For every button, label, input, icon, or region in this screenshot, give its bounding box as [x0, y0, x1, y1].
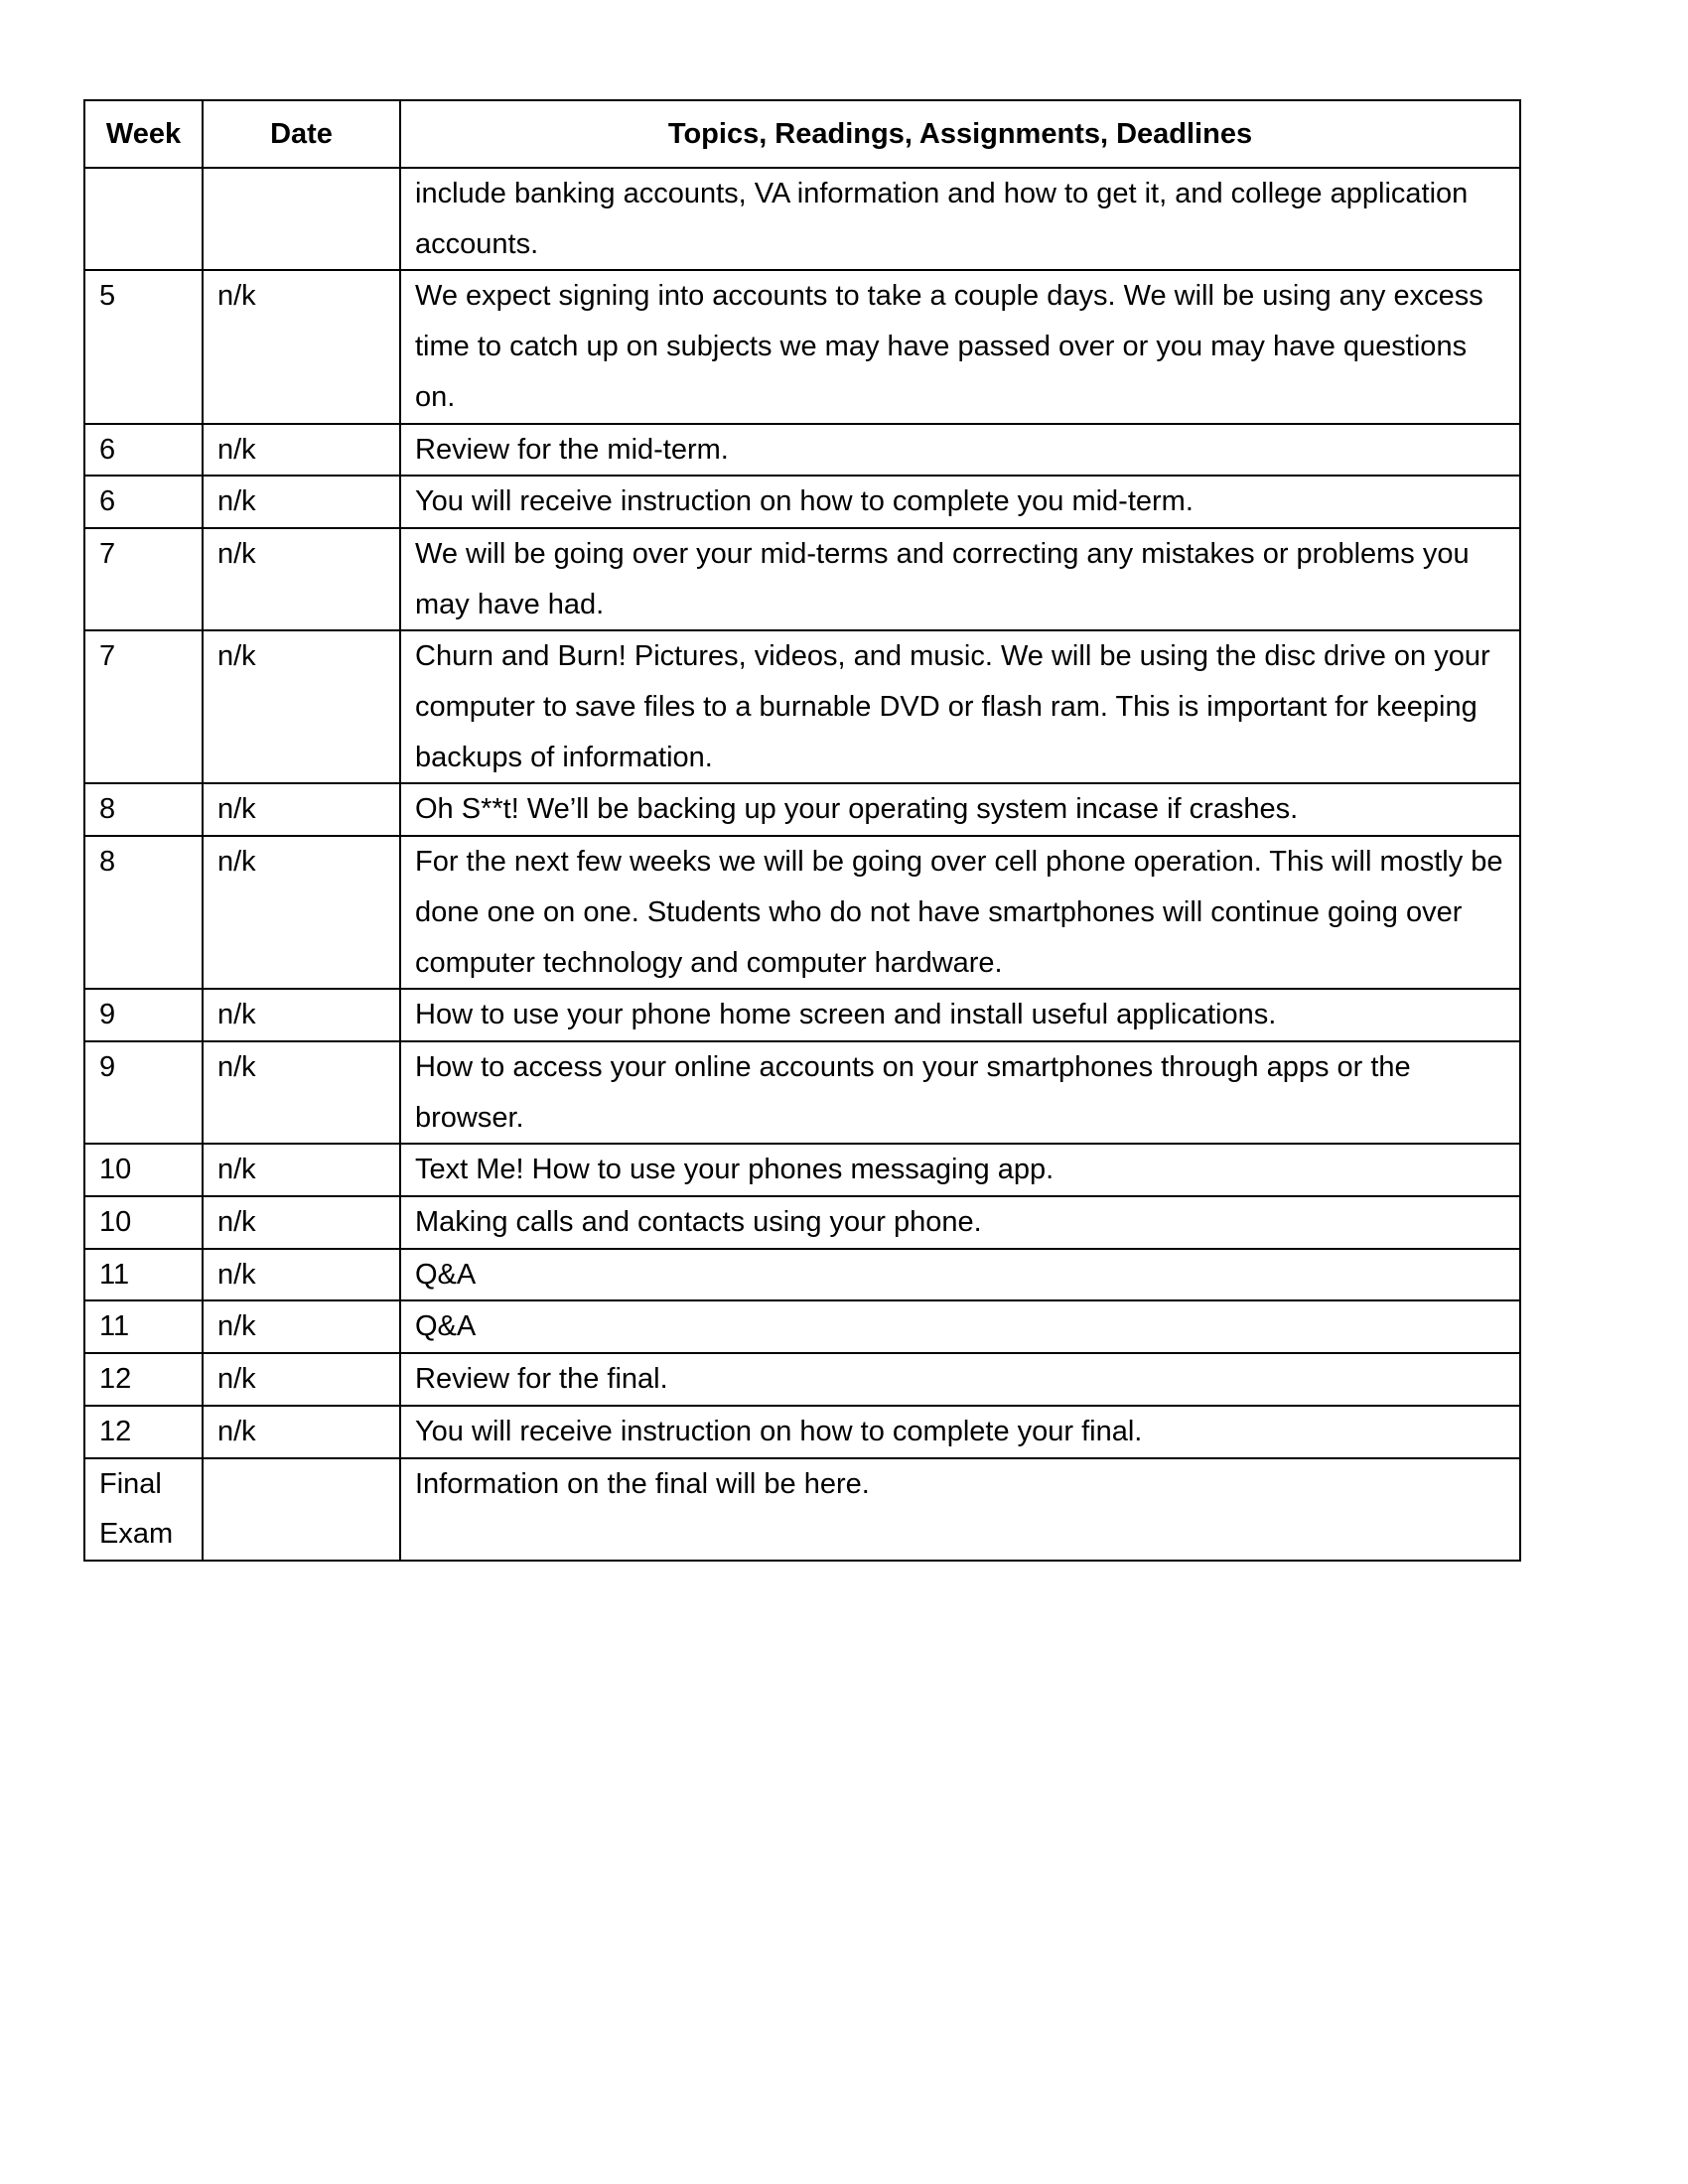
table-row: [84, 989, 1520, 1041]
topic-cell: Text Me! How to use your phones messaging app.: [400, 1144, 1520, 1196]
week-cell: 11: [84, 1249, 203, 1301]
topic-cell: You will receive instruction on how to complete your final.: [400, 1406, 1520, 1458]
date-cell: n/k: [203, 989, 400, 1041]
week-cell: 12: [84, 1353, 203, 1406]
week-cell: 7: [84, 630, 203, 783]
topic-cell: How to use your phone home screen and install useful applications.: [400, 989, 1520, 1041]
date-cell: n/k: [203, 1353, 400, 1406]
table-row: [84, 1249, 1520, 1301]
schedule-table: [83, 99, 1521, 1562]
week-cell: 10: [84, 1144, 203, 1196]
week-cell: 9: [84, 989, 203, 1041]
week-cell: 8: [84, 836, 203, 989]
date-cell: n/k: [203, 1041, 400, 1144]
topic-cell: Q&A: [400, 1300, 1520, 1353]
topic-cell: Information on the final will be here.: [400, 1458, 1520, 1561]
date-cell: n/k: [203, 528, 400, 630]
week-cell: [84, 168, 203, 270]
week-cell: 10: [84, 1196, 203, 1249]
topic-cell: Oh S**t! We’ll be backing up your operating system incase if crashes.: [400, 783, 1520, 836]
table-row: [84, 1353, 1520, 1406]
topic-cell: include banking accounts, VA information and how to get it, and college application accounts.: [400, 168, 1520, 270]
date-cell: n/k: [203, 783, 400, 836]
table-row: [84, 424, 1520, 477]
topic-cell: We will be going over your mid-terms and correcting any mistakes or problems you may have had.: [400, 528, 1520, 630]
date-cell: [203, 1458, 400, 1561]
table-row: [84, 1041, 1520, 1144]
week-cell: 11: [84, 1300, 203, 1353]
topic-cell: Q&A: [400, 1249, 1520, 1301]
table-row: [84, 528, 1520, 630]
date-cell: n/k: [203, 476, 400, 528]
date-header: Date: [203, 100, 400, 168]
week-cell: 6: [84, 424, 203, 477]
table-row: [84, 270, 1520, 423]
week-cell: 5: [84, 270, 203, 423]
date-cell: n/k: [203, 836, 400, 989]
topic-cell: We expect signing into accounts to take a couple days. We will be using any excess time to catch up on subjects we may have passed over or you may have questions on.: [400, 270, 1520, 423]
date-cell: [203, 168, 400, 270]
table-row: [84, 476, 1520, 528]
topic-cell: Making calls and contacts using your phone.: [400, 1196, 1520, 1249]
table-row: [84, 1406, 1520, 1458]
table-row: [84, 1196, 1520, 1249]
date-cell: n/k: [203, 1249, 400, 1301]
week-cell: 12: [84, 1406, 203, 1458]
week-cell: 9: [84, 1041, 203, 1144]
week-header: Week: [84, 100, 203, 168]
table-row: [84, 1300, 1520, 1353]
table-row: [84, 168, 1520, 270]
date-cell: n/k: [203, 270, 400, 423]
date-cell: n/k: [203, 1300, 400, 1353]
date-cell: n/k: [203, 630, 400, 783]
topic-cell: For the next few weeks we will be going over cell phone operation. This will mostly be done one on one. Students who do not have smartphones will continue going over computer technology and computer hardware.: [400, 836, 1520, 989]
table-row: [84, 1458, 1520, 1561]
topic-cell: How to access your online accounts on your smartphones through apps or the browser.: [400, 1041, 1520, 1144]
table-row: [84, 836, 1520, 989]
topic-cell: Review for the mid-term.: [400, 424, 1520, 477]
week-cell: 7: [84, 528, 203, 630]
topic-cell: You will receive instruction on how to complete you mid-term.: [400, 476, 1520, 528]
date-cell: n/k: [203, 1144, 400, 1196]
topic-cell: Review for the final.: [400, 1353, 1520, 1406]
header-row: [84, 100, 1520, 168]
date-cell: n/k: [203, 1406, 400, 1458]
week-cell: Final Exam: [84, 1458, 203, 1561]
week-cell: 6: [84, 476, 203, 528]
table-row: [84, 1144, 1520, 1196]
date-cell: n/k: [203, 1196, 400, 1249]
table-row: [84, 783, 1520, 836]
table-row: [84, 630, 1520, 783]
date-cell: n/k: [203, 424, 400, 477]
topic-cell: Churn and Burn! Pictures, videos, and music. We will be using the disc drive on your computer to save files to a burnable DVD or flash ram. This is important for keeping backups of information.: [400, 630, 1520, 783]
week-cell: 8: [84, 783, 203, 836]
topics-header: Topics, Readings, Assignments, Deadlines: [400, 100, 1520, 168]
